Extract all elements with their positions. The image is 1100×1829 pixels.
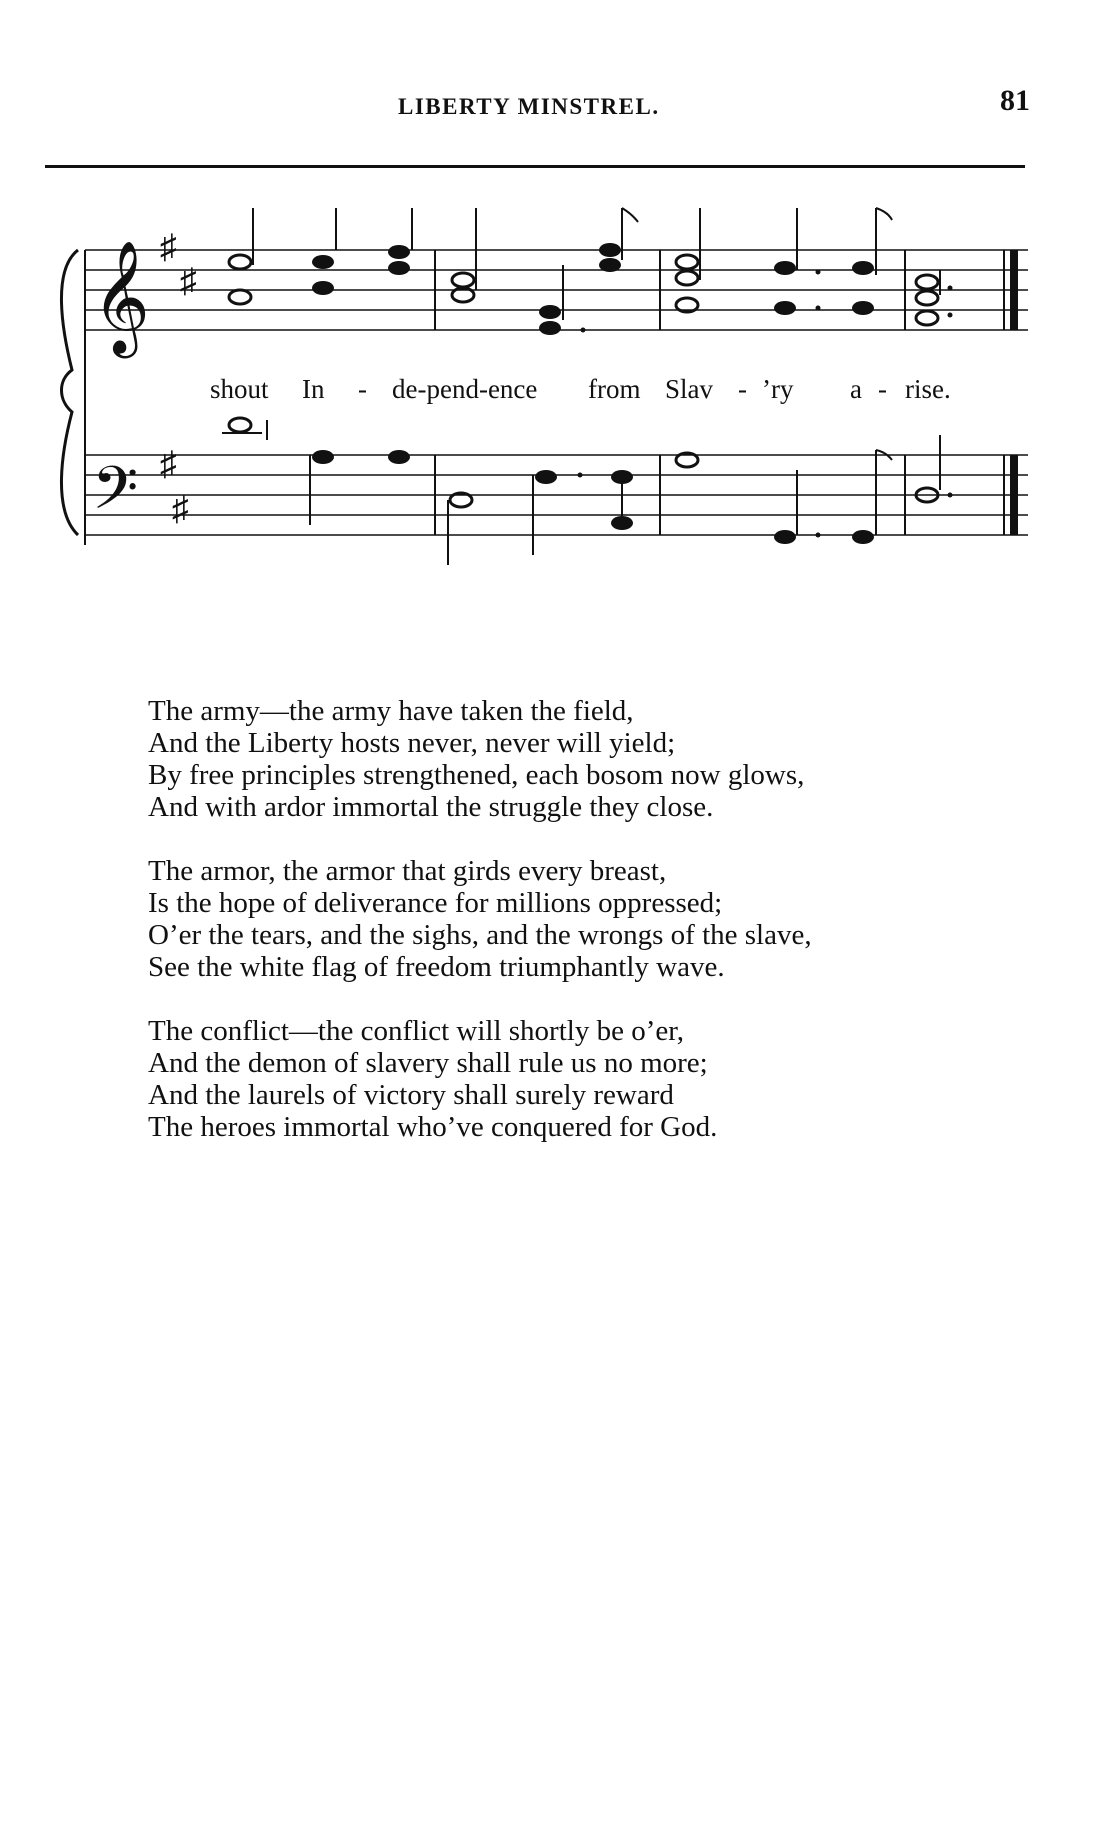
music-score	[0, 0, 1100, 580]
bass-clef-icon: 𝄢	[92, 456, 139, 536]
lyric-syllable: shout	[210, 374, 269, 404]
verse-line: See the white flag of freedom triumphantly wave.	[148, 951, 725, 983]
stanza	[148, 855, 1028, 983]
system-brace	[61, 250, 78, 535]
lyric-syllable: Slav	[665, 374, 714, 404]
lyric-syllable: ’ry	[762, 374, 794, 404]
verse-line: O’er the tears, and the sighs, and the wrongs of the slave,	[148, 919, 812, 951]
running-title: LIBERTY MINSTREL.	[398, 94, 660, 119]
treble-noteheads	[229, 243, 953, 335]
verse-line: And with ardor immortal the struggle they close.	[148, 791, 714, 823]
verse-text	[148, 695, 1028, 1175]
verse-line: And the Liberty hosts never, never will yield;	[148, 727, 676, 759]
page-number: 81	[1000, 84, 1030, 117]
bass-key-signature: ♯	[160, 446, 177, 483]
treble-stems	[253, 208, 940, 320]
bass-staff	[85, 455, 1028, 535]
verse-line: Is the hope of deliverance for millions oppressed;	[148, 887, 723, 919]
bass-noteheads	[222, 418, 953, 544]
verse-line: And the laurels of victory shall surely reward	[148, 1079, 674, 1111]
lyric-syllable: a	[850, 374, 862, 404]
bass-key-signature-second: ♯	[172, 491, 189, 528]
lyric-syllable: In	[302, 374, 325, 404]
lyric-syllable: -	[738, 374, 747, 404]
verse-line: The armor, the armor that girds every breast,	[148, 855, 667, 887]
verse-line: The conflict—the conflict will shortly be o’er,	[148, 1015, 684, 1047]
verse-line: By free principles strengthened, each bosom now glows,	[148, 759, 805, 791]
verse-line: The army—the army have taken the field,	[148, 695, 634, 727]
treble-key-signature-second: ♯	[180, 263, 197, 300]
treble-key-signature: ♯	[160, 229, 177, 266]
lyric-syllable: rise.	[905, 374, 951, 404]
bass-stems	[267, 420, 940, 565]
lyric-syllable: de-pend-ence	[392, 374, 538, 404]
lyric-syllable: -	[358, 374, 367, 404]
final-barline	[1004, 250, 1014, 535]
stanza	[148, 1015, 1028, 1143]
stanza	[148, 695, 1028, 823]
lyric-syllable: -	[878, 374, 887, 404]
treble-staff	[85, 250, 1028, 330]
lyric-syllable: from	[588, 374, 641, 404]
verse-line: The heroes immortal who’ve conquered for God.	[148, 1111, 718, 1143]
treble-clef-icon: 𝄞	[92, 244, 150, 352]
verse-line: And the demon of slavery shall rule us no more;	[148, 1047, 708, 1079]
lyrics-line	[210, 374, 951, 404]
